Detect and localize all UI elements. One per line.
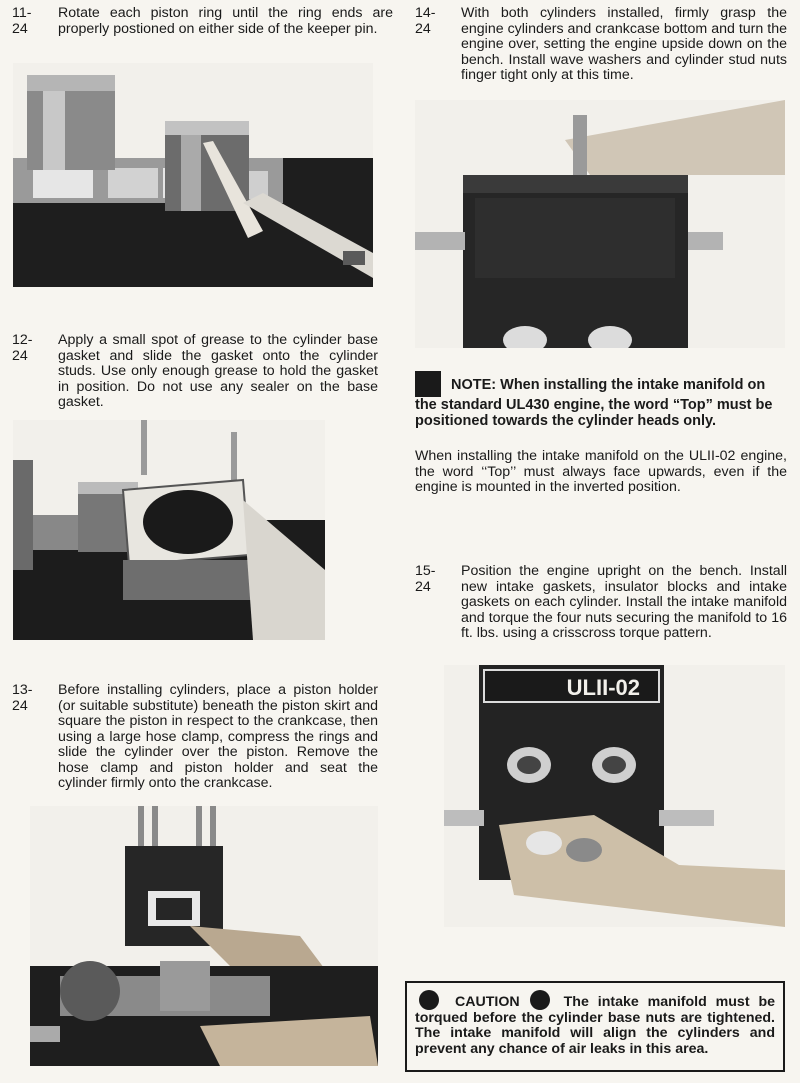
photo-piston-rings — [13, 63, 373, 287]
photo-cylinder-install — [30, 806, 378, 1066]
note-square-icon — [415, 371, 441, 397]
step-text: Position the engine upright on the bench. Install new intake gaskets, insulator blocks and intake gaskets on each cylinder. Install the intake manifold and torque the four nuts securing the manifold to 16 ft. lbs. using a crisscross torque pattern. — [461, 563, 787, 641]
photo-base-gasket — [13, 420, 325, 640]
note-box — [415, 371, 787, 429]
engine-badge-label: ULII-02 — [566, 675, 640, 700]
caution-box — [405, 981, 785, 1072]
note-followup: When installing the intake manifold on the ULII-02 engine, the word ‘‘Top’’ must always face upwards, even if the engine is mounted in the inverted position. — [415, 448, 787, 495]
step-number: 13-24 — [12, 682, 33, 714]
step-text: Before installing cylinders, place a piston holder (or suitable substitute) beneath the piston skirt and square the piston in respect to the crankcase, then using a large hose clamp, compress the rings and slide the cylinder over the piston. Remove the hose clamp and piston holder and seat the cylinder firmly onto the crankcase. — [58, 682, 378, 791]
photo-intake-manifold — [444, 665, 785, 927]
caution-text: The intake manifold must be torqued before the cylinder base nuts are tightened. The intake manifold will align the cylinders and prevent any chance of air leaks in this area. — [415, 994, 775, 1057]
step-text: Apply a small spot of grease to the cylinder base gasket and slide the gasket onto the cylinder studs. Use only enough grease to hold the gasket in position. Do not use any sealer on the base gasket. — [58, 332, 378, 410]
step-number: 14-24 — [415, 5, 436, 37]
caution-label: CAUTION — [455, 994, 520, 1010]
caution-dot-icon — [530, 990, 550, 1010]
caution-dot-icon — [419, 990, 439, 1010]
step-number: 12-24 — [12, 332, 33, 364]
step-text: Rotate each piston ring until the ring ends are properly postioned on either side of the keeper pin. — [58, 5, 393, 37]
step-number: 15-24 — [415, 563, 436, 595]
photo-engine-inverted — [415, 100, 785, 348]
manifold-illustration — [444, 665, 785, 927]
note-text: NOTE: When installing the intake manifold on the standard UL430 engine, the word “Top” must be positioned towards the cylinder heads only. — [415, 377, 773, 429]
step-number: 11-24 — [12, 5, 32, 37]
step-text: With both cylinders installed, firmly grasp the engine cylinders and crankcase bottom and turn the engine over, setting the engine upside down on the bench. Install wave washers and cylinder stud nuts finger tight only at this time. — [461, 5, 787, 83]
